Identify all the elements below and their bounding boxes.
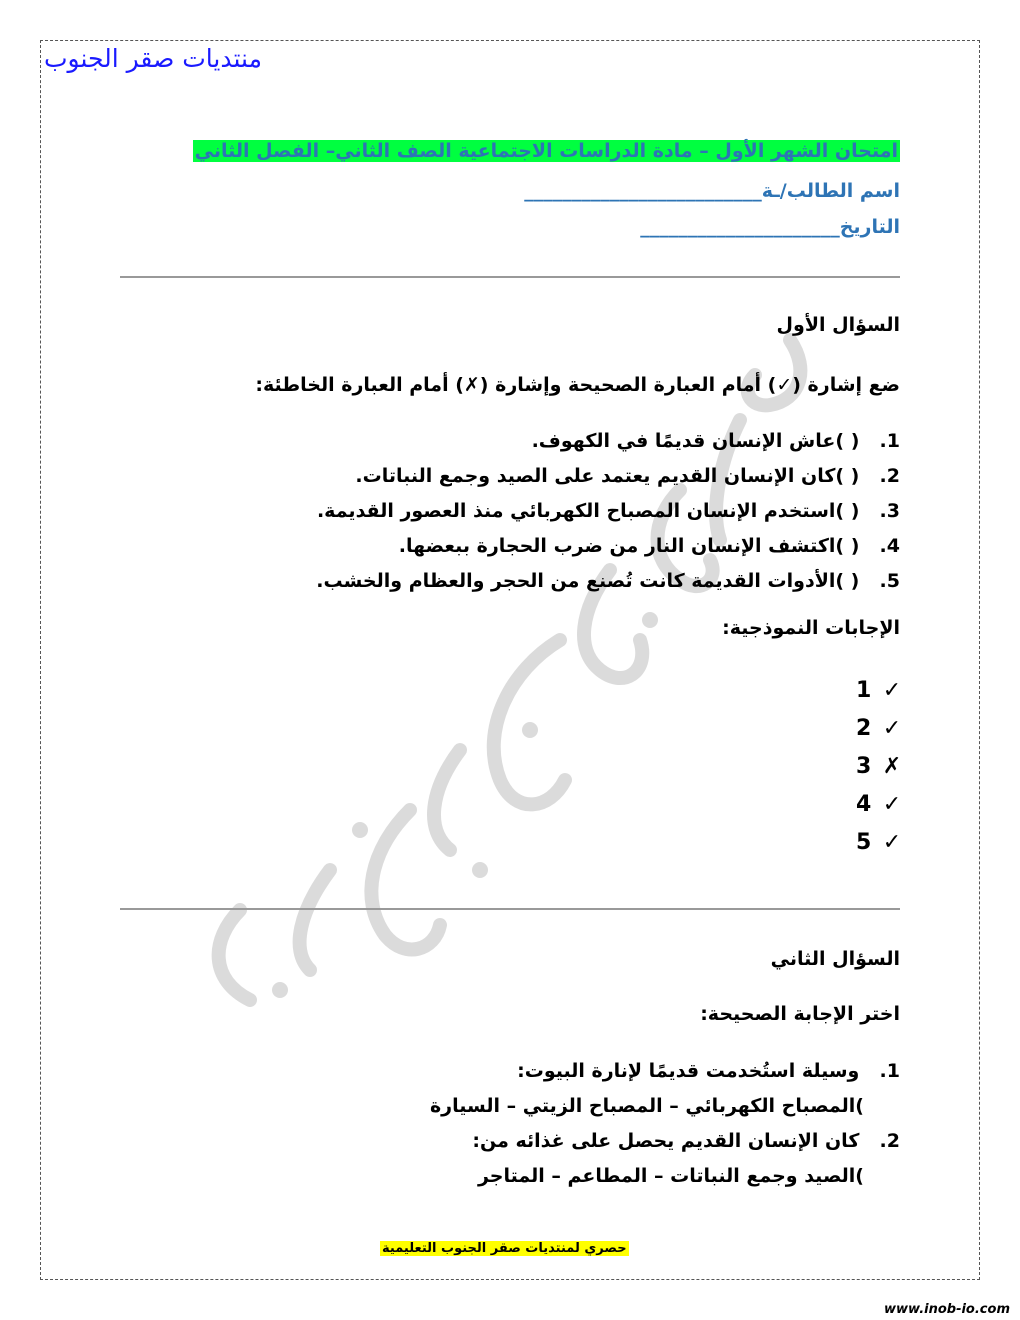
- footer-url: www.inob-io.com: [884, 1302, 1010, 1317]
- answer-item: 3 ✗: [856, 754, 902, 779]
- exam-title: امتحان الشهر الأول – مادة الدراسات الاجتماعية الصف الثاني– الفصل الثاني: [194, 140, 898, 162]
- divider: [120, 276, 900, 278]
- student-name-line: _________________________: [524, 180, 762, 202]
- answer-item: 4 ✓: [856, 792, 902, 817]
- list-item: 3. ( )استخدم الإنسان المصباح الكهربائي منذ العصور القديمة.: [316, 500, 900, 522]
- q2-list: [430, 1054, 900, 1194]
- list-item-options: )المصباح الكهربائي – المصباح الزيتي – السيارة: [429, 1095, 864, 1117]
- answers-heading: الإجابات النموذجية:: [722, 617, 900, 639]
- student-name-label: اسم الطالب/ـة: [761, 180, 900, 202]
- list-item: 2. ( )كان الإنسان القديم يعتمد على الصيد وجمع النباتات.: [355, 465, 900, 487]
- q2-heading: السؤال الثاني: [770, 948, 900, 970]
- list-item: 1. وسيلة استُخدمت قديمًا لإنارة البيوت:: [517, 1060, 900, 1082]
- answers-list: [856, 672, 905, 862]
- answer-item: 1 ✓: [856, 678, 902, 703]
- list-item: 4. ( )اكتشف الإنسان النار من ضرب الحجارة ببعضها.: [398, 535, 900, 557]
- divider: [120, 908, 900, 910]
- list-item: 1. ( )عاش الإنسان قديمًا في الكهوف.: [531, 430, 900, 452]
- q1-list: [316, 424, 900, 599]
- list-item-options: )الصيد وجمع النباتات – المطاعم – المتاجر: [477, 1165, 864, 1187]
- answer-item: 5 ✓: [856, 830, 902, 855]
- date-line: _____________________: [640, 216, 840, 238]
- q1-instruction: ضع إشارة (✓) أمام العبارة الصحيحة وإشارة (✗) أمام العبارة الخاطئة:: [255, 374, 900, 396]
- list-item: 2. كان الإنسان القديم يحصل على غذائه من:: [472, 1130, 900, 1152]
- site-title: منتديات صقر الجنوب: [44, 44, 262, 73]
- date-field: [640, 216, 900, 238]
- q1-heading: السؤال الأول: [776, 314, 900, 336]
- list-item: 5. ( )الأدوات القديمة كانت تُصنع من الحجر والعظام والخشب.: [316, 570, 900, 592]
- answer-item: 2 ✓: [856, 716, 902, 741]
- footer-note: حصري لمنتديات صقر الجنوب التعليمية: [382, 1241, 627, 1256]
- student-name-field: [524, 180, 900, 202]
- q2-instruction: اختر الإجابة الصحيحة:: [700, 1003, 900, 1025]
- date-label: التاريخ: [839, 216, 900, 238]
